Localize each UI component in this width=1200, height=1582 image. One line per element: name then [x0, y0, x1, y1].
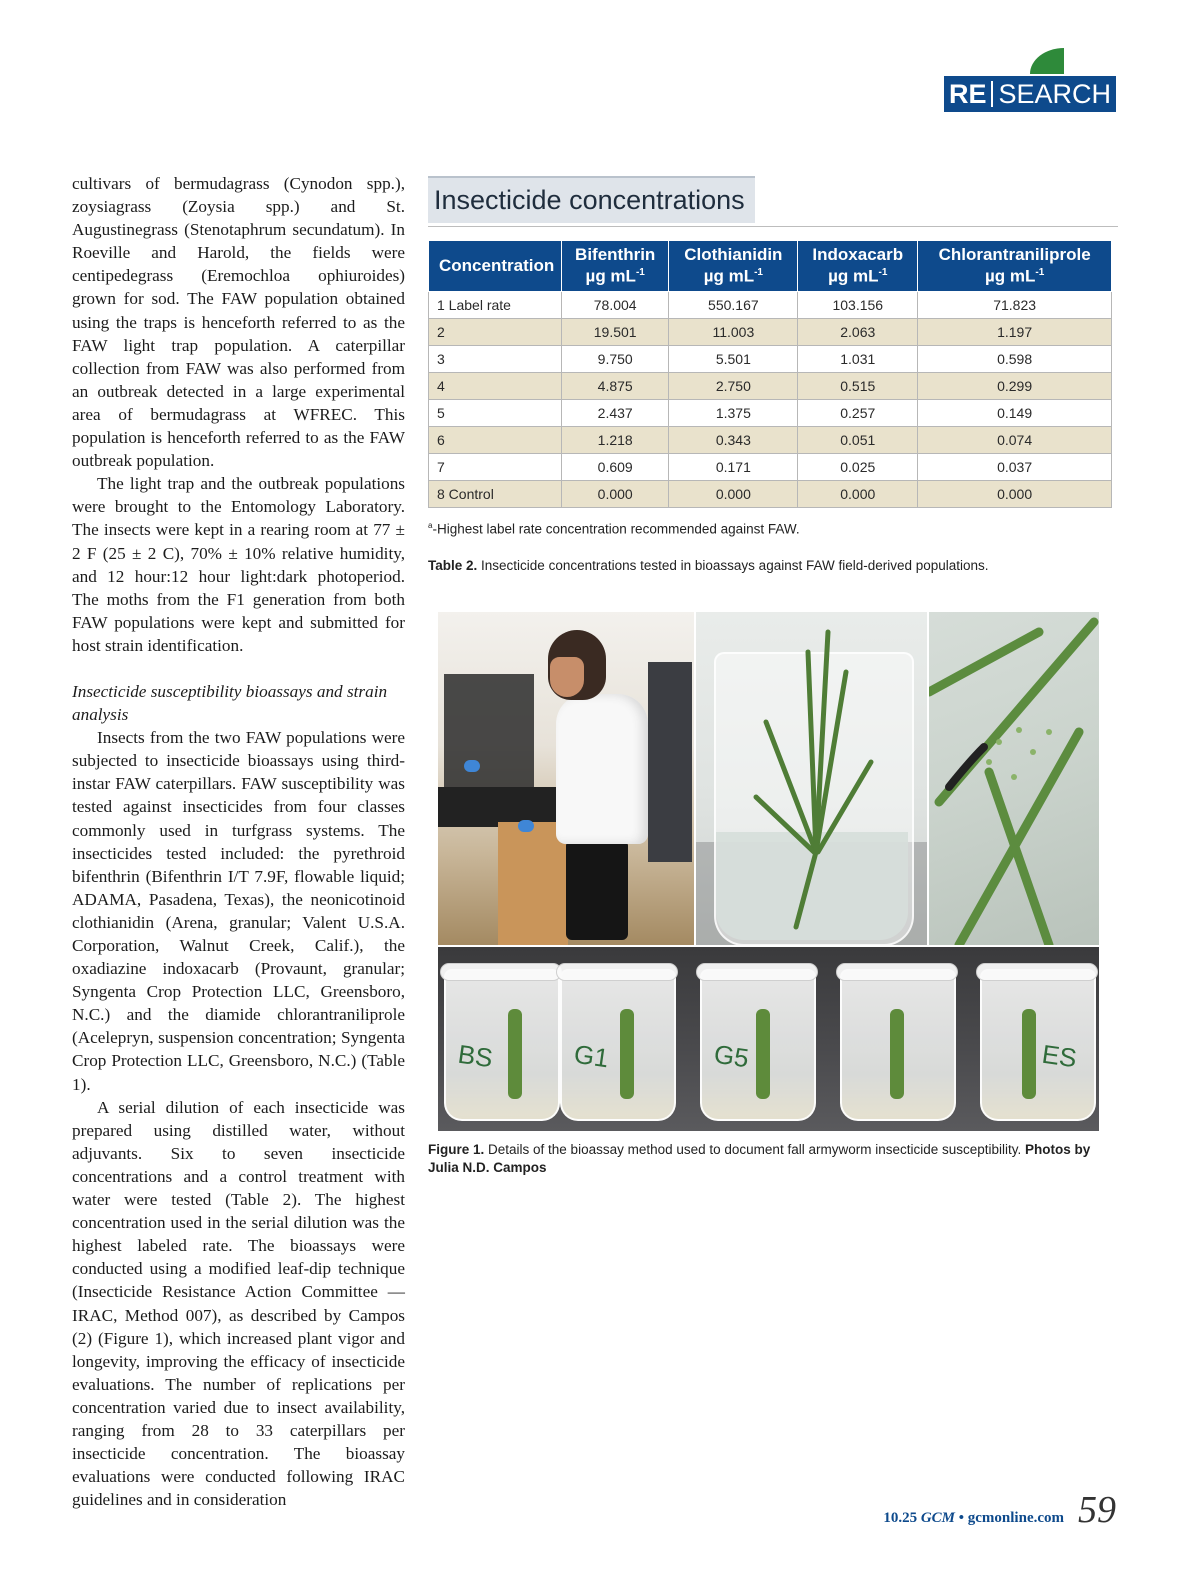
- photo-caterpillar-closeup: [929, 612, 1099, 945]
- table-row: [429, 454, 1112, 481]
- footnote-text: -Highest label rate concentration recommended against FAW.: [432, 521, 800, 537]
- table-row: [429, 346, 1112, 373]
- cup-label: G1: [572, 1038, 611, 1074]
- table-cell: 4.875: [562, 373, 669, 400]
- footer-mag: GCM: [920, 1510, 955, 1526]
- header-unit: µg mL: [703, 266, 755, 286]
- header-unit-exp: -1: [1035, 267, 1045, 279]
- table-cell: 11.003: [669, 319, 798, 346]
- left-text-column: [72, 172, 405, 1511]
- table-cell: 0.515: [798, 373, 918, 400]
- researcher-legs: [566, 840, 628, 940]
- table-caption: [428, 557, 1108, 574]
- table-cell: 0.000: [798, 481, 918, 508]
- bioassay-cup: [444, 969, 560, 1121]
- page-footer: [883, 1488, 1116, 1532]
- bioassay-cup: [840, 969, 956, 1121]
- cup-lid: [556, 963, 678, 981]
- research-badge: [944, 48, 1116, 112]
- table-cell: 1.197: [918, 319, 1112, 346]
- table-caption-label: Table 2.: [428, 558, 478, 573]
- table-cell: 0.598: [918, 346, 1112, 373]
- header-chlorantraniliprole-label: Chlorantraniliprole: [938, 245, 1091, 265]
- cup-label: G5: [712, 1038, 751, 1074]
- research-badge-box: [944, 76, 1116, 112]
- caterpillar-icon: [949, 747, 984, 787]
- table-row: [429, 400, 1112, 427]
- table-cell: 0.609: [562, 454, 669, 481]
- table-cell: 5: [429, 400, 562, 427]
- glove-icon: [464, 760, 480, 772]
- grass-blades-icon: [696, 612, 927, 945]
- table-cell: 0.000: [918, 481, 1112, 508]
- table-cell: 2.750: [669, 373, 798, 400]
- table-row: [429, 427, 1112, 454]
- photo-cup-row: [438, 947, 1099, 1131]
- table-cell: 1 Label rate: [429, 292, 562, 319]
- table-row: [429, 319, 1112, 346]
- table-cell: 0.051: [798, 427, 918, 454]
- table-cell: 1.218: [562, 427, 669, 454]
- table-cell: 2.437: [562, 400, 669, 427]
- cup-lid: [976, 963, 1098, 981]
- figure-caption: [428, 1141, 1112, 1177]
- table-cell: 0.037: [918, 454, 1112, 481]
- grass-stem: [620, 1009, 634, 1099]
- bioassay-cup: [560, 969, 676, 1121]
- cup-label: ES: [1040, 1038, 1079, 1074]
- paragraph-4: A serial dilution of each insecticide was prepared using distilled water, without adjuvants. Six to seven insecticide concentrations and a control treatment with water were tested (Table 2). The highest concentration used in the serial dilution was the highest labeled rate. The bioassays were conducted using a modified leaf-dip technique (Insecticide Resistance Action Committee — IRAC, Method 007), as described by Campos (2) (Figure 1), which increased plant vigor and longevity, improving the efficacy of insecticide evaluations. The number of replications per concentration varied due to insect availability, ranging from 28 to 33 caterpillars per insecticide concentration. The bioassay evaluations were conducted following IRAC guidelines and in consideration: [72, 1097, 405, 1510]
- header-chlorantraniliprole: [918, 241, 1112, 292]
- lab-bench: [438, 787, 558, 827]
- cup-lid: [440, 963, 562, 981]
- footnote-mark: a: [428, 521, 433, 530]
- badge-re: RE: [948, 78, 987, 109]
- table-cell: 2.063: [798, 319, 918, 346]
- table-cell: 0.171: [669, 454, 798, 481]
- paragraph-1: cultivars of bermudagrass (Cynodon spp.), zoysiagrass (Zoysia spp.) and St. Augustinegrass (Stenotaphrum secundatum). In Roeville and Harold, the fields were centipedegrass (Eremochloa ophiuroides) grown for sod. The FAW population obtained using the traps is henceforth referred to as the FAW light trap population. A caterpillar collection from FAW was also performed from an outbreak detected in a large experimental area of bermudagrass at WFREC. This population is henceforth referred to as the FAW outbreak population.: [72, 174, 405, 471]
- figure-photo-collage: [438, 612, 1099, 1131]
- photo-lab-researcher: [438, 612, 694, 945]
- grass-stem: [756, 1009, 770, 1099]
- table-title: Insecticide concentrations: [428, 176, 755, 223]
- table-cell: 6: [429, 427, 562, 454]
- table-cell: 4: [429, 373, 562, 400]
- table-cell: 0.149: [918, 400, 1112, 427]
- figure-caption-text: Details of the bioassay method used to document fall armyworm insecticide susceptibility.: [484, 1142, 1026, 1157]
- table-caption-text: Insecticide concentrations tested in bioassays against FAW field-derived populations.: [477, 558, 989, 573]
- badge-search: SEARCH: [998, 78, 1112, 109]
- figure-caption-label: Figure 1.: [428, 1142, 485, 1157]
- grass-stem: [1022, 1009, 1036, 1099]
- table-cell: 5.501: [669, 346, 798, 373]
- header-unit: µg mL: [984, 266, 1036, 286]
- figure-credit: Photos by Julia N.D. Campos: [428, 1142, 1091, 1175]
- header-unit: µg mL: [828, 266, 879, 286]
- cup-lid: [836, 963, 958, 981]
- paragraph-3: Insects from the two FAW populations were subjected to insecticide bioassays using third-instar FAW caterpillars. FAW susceptibility was tested against insecticides from four classes commonly used in turfgrass systems. The insecticides tested included: the pyrethroid bifenthrin (Bifenthrin I/T 7.9F, flowable liquid; ADAMA, Pasadena, Texas), the neonicotinoid clothianidin (Arena, granular; Valent U.S.A. Corporation, Walnut Creek, Calif.), the oxadiazine indoxacarb (Provaunt, granular; Syngenta Crop Protection LLC, Greensboro, N.C.) and the diamide chlorantraniliprole (Acelepryn, suspension concentration; Syngenta Crop Protection LLC, Greensboro, N.C.) (Table 1).: [72, 728, 405, 1094]
- lab-fridge: [648, 662, 692, 862]
- photo-grass-in-cup: [696, 612, 927, 945]
- section-subhead: Insecticide susceptibility bioassays and strain analysis: [72, 681, 388, 725]
- table-cell: 0.343: [669, 427, 798, 454]
- table-header-row: [429, 241, 1112, 292]
- table-cell: 78.004: [562, 292, 669, 319]
- header-indoxacarb: [798, 241, 918, 292]
- badge-separator: [991, 81, 993, 107]
- footer-issue-number: 10.25: [883, 1510, 918, 1526]
- table-cell: 0.000: [562, 481, 669, 508]
- table-cell: 7: [429, 454, 562, 481]
- table-row: [429, 481, 1112, 508]
- paragraph-2: The light trap and the outbreak populations were brought to the Entomology Laboratory. The insects were kept in a rearing room at 77 ± 2 F (25 ± 2 C), 70% ± 10% relative humidity, and 12 hour:12 hour light:dark photoperiod. The moths from the F1 generation from both FAW populations were kept and submitted for host strain identification.: [72, 474, 405, 655]
- table-row: [429, 373, 1112, 400]
- table-cell: 2: [429, 319, 562, 346]
- table-title-bar: [428, 176, 1118, 227]
- table-cell: 1.375: [669, 400, 798, 427]
- cup-lid: [696, 963, 818, 981]
- header-unit-exp: -1: [754, 267, 763, 279]
- header-bifenthrin-label: Bifenthrin: [575, 245, 656, 265]
- table-cell: 8 Control: [429, 481, 562, 508]
- table-cell: 3: [429, 346, 562, 373]
- table-cell: 103.156: [798, 292, 918, 319]
- header-unit-exp: -1: [635, 267, 645, 279]
- table-row: [429, 292, 1112, 319]
- bioassay-cup: [980, 969, 1096, 1121]
- table-cell: 1.031: [798, 346, 918, 373]
- table-cell: 0.000: [669, 481, 798, 508]
- header-unit: µg mL: [585, 266, 636, 286]
- table-cell: 9.750: [562, 346, 669, 373]
- grass-stem: [508, 1009, 522, 1099]
- researcher-face: [550, 657, 584, 697]
- leaf-blades-icon: [929, 612, 1099, 945]
- table-cell: 550.167: [669, 292, 798, 319]
- footer-issue: 10.25 GCM • gcmonline.com: [883, 1510, 1064, 1526]
- footer-site: gcmonline.com: [967, 1510, 1064, 1526]
- cup-label: BS: [456, 1038, 495, 1074]
- concentration-table: [428, 240, 1112, 508]
- table-cell: 0.074: [918, 427, 1112, 454]
- leaf-logo-icon: [1030, 48, 1064, 74]
- table-cell: 71.823: [918, 292, 1112, 319]
- header-bifenthrin: [562, 241, 669, 292]
- header-unit-exp: -1: [878, 267, 888, 279]
- bioassay-cup: [700, 969, 816, 1121]
- page-number: 59: [1078, 1489, 1116, 1531]
- lab-shelf: [444, 674, 534, 794]
- table-footnote: [428, 521, 800, 537]
- table-cell: 0.025: [798, 454, 918, 481]
- table-cell: 0.299: [918, 373, 1112, 400]
- header-clothianidin: [669, 241, 798, 292]
- glove-icon: [518, 820, 534, 832]
- table-cell: 0.257: [798, 400, 918, 427]
- grass-stem: [890, 1009, 904, 1099]
- header-clothianidin-label: Clothianidin: [684, 245, 783, 265]
- header-concentration: Concentration: [429, 241, 562, 292]
- researcher-labcoat: [556, 694, 648, 844]
- header-indoxacarb-label: Indoxacarb: [812, 245, 904, 265]
- table-cell: 19.501: [562, 319, 669, 346]
